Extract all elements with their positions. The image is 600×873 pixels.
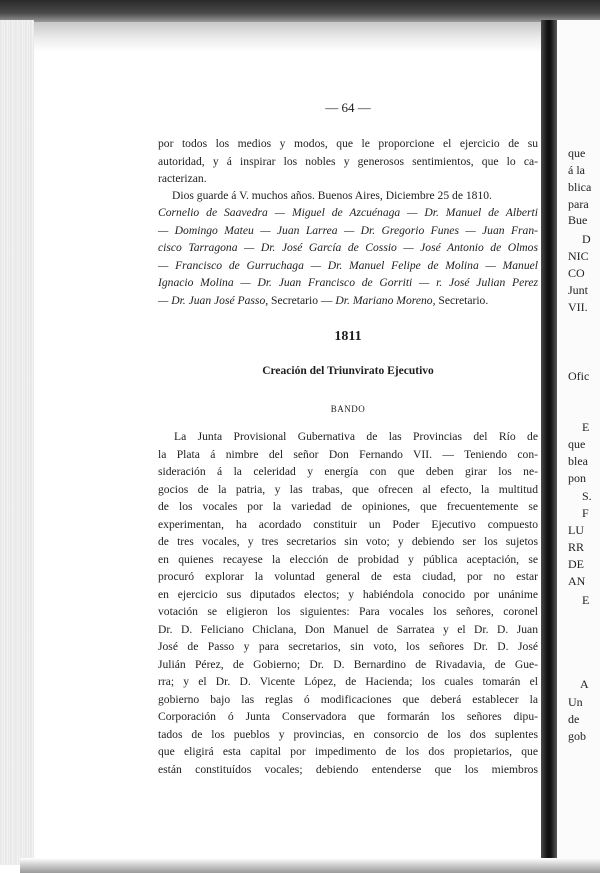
continuation-paragraph bbox=[158, 135, 538, 188]
text-line: de tres vocales, y tres secretarios sin voto; y debiendo ser los sujetos bbox=[158, 535, 538, 548]
facing-fragment: LU bbox=[568, 523, 584, 537]
signature-name: Dr. Mariano Moreno, bbox=[335, 293, 436, 307]
facing-fragment: Junt bbox=[568, 283, 589, 297]
scan-top-border bbox=[0, 0, 600, 22]
facing-fragment: Un bbox=[568, 695, 583, 709]
text-line: procuró explorar la voluntad general de esta ciudad, por no estar bbox=[158, 570, 538, 583]
facing-fragment: CO bbox=[568, 266, 585, 280]
facing-fragment: que bbox=[568, 437, 586, 451]
facing-fragment: A bbox=[580, 677, 589, 691]
text-line: en ejercicio sus diputados electos; y habiéndola conocido por unánime bbox=[158, 587, 538, 601]
text-line: Corporación ó Junta Conservadora que formarán los señores dipu- bbox=[158, 710, 538, 723]
facing-fragment: gob bbox=[568, 729, 586, 743]
facing-fragment: á la bbox=[568, 163, 585, 177]
facing-fragment: S. bbox=[582, 489, 592, 503]
text-line: la Plata á nimbre del señor Don Fernando VII. — Teniendo con- bbox=[158, 447, 538, 461]
text-line: sideración á la celeridad y energía con que deben girar los ne- bbox=[158, 465, 538, 478]
facing-fragment: VII. bbox=[568, 300, 588, 314]
facing-fragment: pon bbox=[568, 471, 586, 485]
facing-fragment: de bbox=[568, 712, 580, 726]
text-line: racterizan. bbox=[158, 172, 207, 185]
facing-fragment: E bbox=[582, 593, 590, 607]
signatures-block bbox=[158, 204, 538, 309]
text-line: Dr. D. Feliciano Chiclana, Don Manuel de Sarratea y el Dr. D. Juan bbox=[158, 622, 538, 636]
signature-name: — Dr. Juan José Passo, bbox=[158, 293, 269, 307]
scan-bottom-border bbox=[20, 858, 600, 873]
text-line: gocios de la patria, y las trabas, que ofrecen al efecto, la multitud bbox=[158, 482, 538, 496]
text-line: tados de los pueblos y provincias, en consorcio de los dos suplentes bbox=[158, 727, 538, 741]
text-line: rra; y el Dr. D. Vicente López, de Hacienda; los cuales tomarán el bbox=[158, 675, 538, 688]
text-line: Julián Pérez, de Gobierno; Dr. D. Bernardino de Rivadavia, de Gue- bbox=[158, 657, 538, 671]
body-paragraph bbox=[158, 428, 538, 778]
signature-line: Ignacio Molina — Dr. Juan Francisco de Gorriti — r. José Julian Perez bbox=[158, 276, 538, 289]
text-line: están constituídos vocales; debiendo entenderse que los miembros bbox=[158, 762, 538, 776]
facing-fragment: E bbox=[582, 420, 590, 434]
text-line: autoridad, y á inspirar los nobles y generosos sentimientos, que lo ca- bbox=[158, 154, 538, 168]
text-line: en quienes recayese la elección de probidad y pública aceptación, se bbox=[158, 552, 538, 566]
page-number: — 64 — bbox=[325, 100, 371, 115]
text-line: La Junta Provisional Gubernativa de las Provincias del Río de bbox=[174, 430, 538, 443]
section-title: Creación del Triunvirato Ejecutivo bbox=[262, 365, 434, 377]
signature-line: Cornelio de Saavedra — Miguel de Azcuénaga — Dr. Manuel de Alberti bbox=[158, 206, 538, 219]
page-edge-stack bbox=[0, 20, 34, 865]
signature-line-final bbox=[158, 292, 538, 310]
facing-fragment: que bbox=[568, 146, 586, 160]
section-subtitle: BANDO bbox=[330, 404, 366, 414]
facing-fragment: RR bbox=[568, 540, 585, 554]
closing-paragraph bbox=[158, 187, 538, 205]
text-line: votación se eligieron los siguientes: Para vocales los señores, coronel bbox=[158, 605, 538, 618]
facing-fragment: para bbox=[568, 197, 589, 211]
signature-line: cisco Tarragona — Dr. José García de Cossio — José Antonio de Olmos bbox=[158, 241, 538, 254]
facing-fragment: NIC bbox=[568, 249, 589, 263]
facing-fragment: D bbox=[582, 232, 591, 246]
signature-role: Secretario. bbox=[435, 293, 489, 307]
facing-fragment: DE bbox=[568, 557, 584, 571]
text-line: de los vocales por la variedad de opiniones, que frecuentemente se bbox=[158, 500, 538, 513]
facing-fragment: blea bbox=[568, 454, 588, 468]
facing-fragment: Ofic bbox=[568, 369, 590, 383]
facing-fragment: F bbox=[582, 506, 589, 520]
text-line: que eligirá esta capital por impedimento de los dos propietarios, que bbox=[158, 745, 538, 758]
text-line: José de Passo y para secretarios, sin voto, los señores Dr. D. José bbox=[158, 640, 538, 653]
signature-role: Secretario — bbox=[268, 293, 336, 307]
facing-fragment: Bue bbox=[568, 213, 588, 227]
facing-fragment: AN bbox=[568, 574, 586, 588]
year-heading: 1811 bbox=[334, 329, 362, 344]
closing-line: Dios guarde á V. muchos años. Buenos Aires, Diciembre 25 de 1810. bbox=[172, 189, 492, 202]
text-line: por todos los medios y modos, que le proporcione el ejercicio de su bbox=[158, 137, 538, 150]
text-line: experimentan, ha acordado constituir un Poder Ejecutivo compuesto bbox=[158, 517, 538, 531]
signature-line: — Francisco de Gurruchaga — Dr. Manuel Felipe de Molina — Manuel bbox=[158, 258, 538, 272]
text-line: gobierno bajo las reglas ó modificaciones que deberá establecer la bbox=[158, 692, 538, 706]
scan-top-shadow bbox=[28, 22, 548, 52]
facing-fragment: blica bbox=[568, 180, 592, 194]
signature-line: — Domingo Mateu — Juan Larrea — Dr. Gregorio Funes — Juan Fran- bbox=[158, 223, 538, 237]
book-gutter bbox=[541, 20, 557, 873]
